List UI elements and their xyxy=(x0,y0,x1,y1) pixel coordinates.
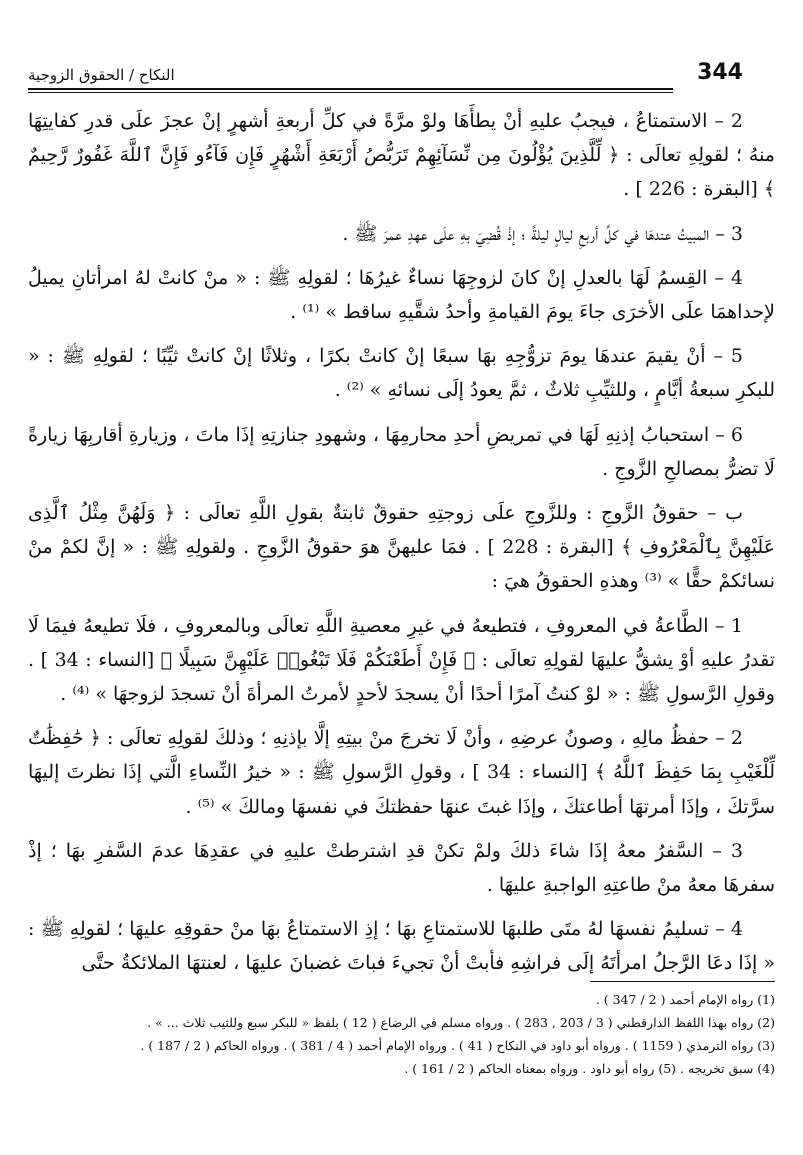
paragraph-overnight: 3 – المبيتُ عندهَا في كلِّ أربعِ ليالٍ ليلةً ؛ إذْ قُضِيَ بهِ علَى عهدِ عمرَ ﷺ . xyxy=(342,222,743,245)
running-title: النكاح / الحقوق الزوجية xyxy=(28,66,175,84)
footnote-1: (1) رواه الإمام أحمد ( 2 / 347 ) . xyxy=(595,992,775,1007)
section-husband-rights: ب – حقوقُ الزَّوجِ : وللزَّوجِ علَى زوجتِهِ حقوقٌ ثابتةٌ بقولِ اللَّهِ تعالَى : ﴿ وَلَهُنَّ مِثْلُ ٱلَّذِى عَلَيْهِنَّ بِٱلْمَعْرُوفِ ﴾ [البقرة : 228 ] . فمَا عليهنَّ هوَ حقوقُ الزَّوجِ . ولقولِهِ ﷺ : « إنَّ لكمْ منْ نسائكمْ حقًّا » ⁽³⁾ وهذهِ الحقوقُ هيَ : xyxy=(28,502,776,593)
header-rule-thin xyxy=(28,92,673,93)
paragraph-fair-division: 4 – القِسمُ لَهَا بالعدلِ إنْ كانَ لزوجِهَا نساءٌ غيرُهَا ؛ لقولِهِ ﷺ : « منْ كانتْ لهُ امرأتانِ يميلُ لإحداهمَا علَى الأخرَى جاءَ يومَ القيامةِ وأحدُ شقَّيهِ ساقط » ⁽¹⁾ . xyxy=(28,266,775,324)
paragraph-travel: 3 – السَّفرُ معهُ إذَا شاءَ ذلكَ ولمْ تكنْ قدِ اشترطتْ عليهِ في عقدِهَا عدمَ السَّفرِ بهَا ؛ إذْ سفرهَا معهُ منْ طاعتِهِ الواجبةِ عليهَا . xyxy=(28,839,775,897)
paragraph-availability: 4 – تسليمُ نفسهَا لهُ متَى طلبهَا للاستمتاعِ بهَا ؛ إذِ الاستمتاعُ بهَا منْ حقوقِهِ عليهَا ؛ لقولِهِ ﷺ : « إذَا دعَا الرَّجلُ امرأتَهُ إلَى فراشِهِ فأبتْ أنْ تجيءَ فباتَ غضبانَ عليهَا ، لعنتهَا الملائكةُ حتَّى xyxy=(28,918,775,975)
header-rule-thick xyxy=(28,88,673,90)
footnote-3: (3) رواه الترمذي ( 1159 ) . ورواه أبو داود في النكاح ( 41 ) . ورواه الإمام أحمد ( 4 / 381 ) . ورواه الحاكم ( 2 / 187 ) . xyxy=(140,1038,775,1053)
page-number: 344 xyxy=(697,60,743,85)
page-body xyxy=(28,104,775,991)
paragraph-wedding-stay: 5 – أنْ يقيمَ عندهَا يومَ تزوُّجِهِ بهَا سبعًا إنْ كانتْ بكرًا ، وثلاثًا إنْ كانتْ ثيِّبًا ؛ لقولِهِ ﷺ : « للبكرِ سبعةُ أيَّامٍ ، وللثيِّبِ ثلاثٌ ، ثمَّ يعودُ إلَى نسائهِ » ⁽²⁾ . xyxy=(28,345,775,402)
paragraph-permission: 6 – استحبابُ إذنِهِ لَهَا في تمريضِ أحدِ محارمِهَا ، وشهودِ جنازتِهِ إذَا ماتَ ، وزيارةِ أقاربِهَا زيارةً لَا تضرُّ بمصالحِ الزَّوجِ . xyxy=(28,423,775,480)
paragraph-enjoyment: 2 – الاستمتاعُ ، فيجبُ عليهِ أنْ يطأَهَا ولوْ مرَّةً في كلِّ أربعةِ أشهرٍ إنْ عجزَ علَى قدرِ كفايتِهَا منهُ ؛ لقولِهِ تعالَى : ﴿ لِّلَّذِينَ يُؤْلُونَ مِن نِّسَآئِهِمْ تَرَبُّصُ أَرْبَعَةِ أَشْهُرٍ فَإِن فَآءُو فَإِنَّ ٱللَّهَ غَفُورٌ رَّحِيمٌ ﴾ [البقرة : 226 ] . xyxy=(28,110,775,201)
footnotes xyxy=(28,988,775,1080)
footnote-rule xyxy=(590,981,775,982)
page-header xyxy=(28,58,743,98)
footnote-2: (2) رواه بهذا اللفظ الدارقطني ( 3 / 203 , 283 ) . ورواه مسلم في الرضاع ( 12 ) بلفظ « للبكر سبع وللثيب ثلاث ... » . xyxy=(147,1015,775,1030)
paragraph-obedience: 1 – الطَّاعةُ في المعروفِ ، فتطيعهُ في غيرِ معصيةِ اللَّهِ تعالَى وبالمعروفِ ، فلَا تطيعهُ فيمَا لَا تقدرُ عليهِ أوْ يشقُّ عليهَا لقولِهِ تعالَى : ﴿ فَإِنْ أَطَعْنَكُمْ فَلَا تَبْغُوا۟ عَلَيْهِنَّ سَبِيلًا ﴾ [النساء : 34 ] . وقولِ الرَّسولِ ﷺ : « لوْ كنتُ آمرًا أحدًا أنْ يسجدَ لأحدٍ لأمرتُ المرأةَ أنْ تسجدَ لزوجهَا » ⁽⁴⁾ . xyxy=(28,614,776,706)
footnote-4-5: (4) سبق تخريجه . (5) رواه أبو داود . ورواه بمعناه الحاكم ( 2 / 161 ) . xyxy=(404,1061,775,1076)
paragraph-guarding: 2 – حفظُ مالِهِ ، وصونُ عرضِهِ ، وأنْ لَا تخرجَ منْ بيتِهِ إلَّا بإذنِهِ ؛ وذلكَ لقولِهِ تعالَى : ﴿ حَٰفِظَٰتٌ لِّلْغَيْبِ بِمَا حَفِظَ ٱللَّهُ ﴾ [النساء : 34 ] ، وقولِ الرَّسولِ ﷺ : « خيرُ النِّساءِ الَّتي إذَا نظرتَ إليهَا سرَّتكَ ، وإذَا أمرتهَا أطاعتكَ ، وإذَا غبتَ عنهَا حفظتكَ في نفسهَا ومالكَ » ⁽⁵⁾ . xyxy=(28,727,775,818)
